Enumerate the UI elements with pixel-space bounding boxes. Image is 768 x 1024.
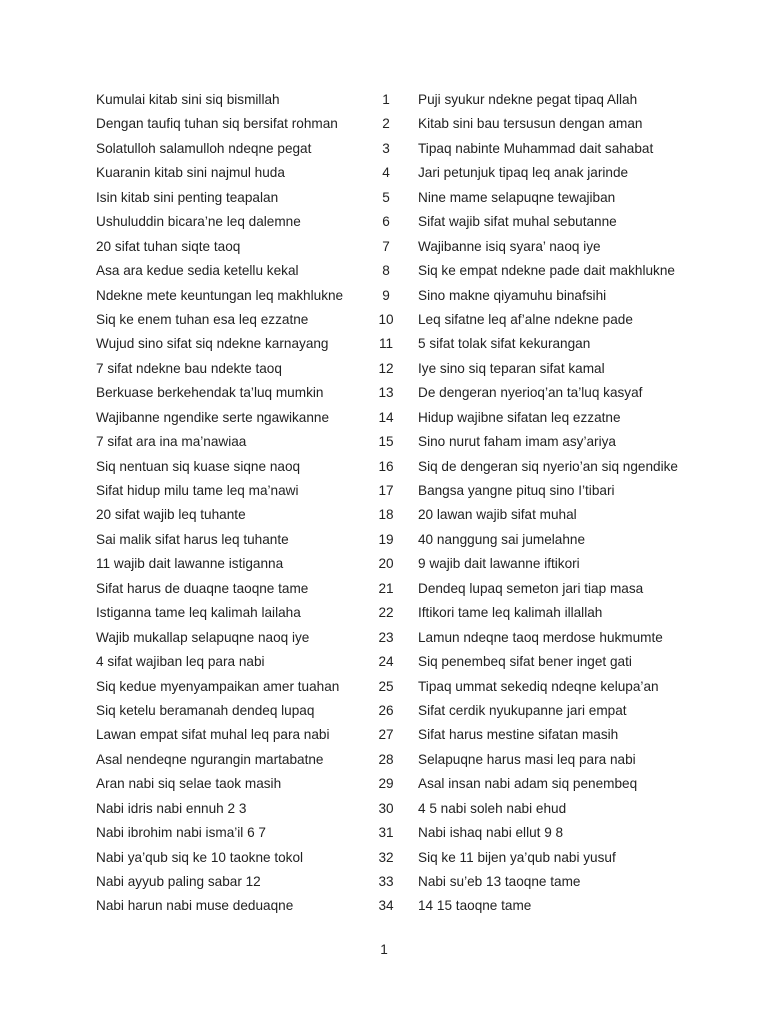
- verse-left-line: Dengan taufiq tuhan siq bersifat rohman: [96, 116, 338, 132]
- verse-right-line: Nabi ishaq nabi ellut 9 8: [418, 825, 564, 841]
- verse-right-line: Leq sifatne leq af’alne ndekne pade: [418, 311, 633, 327]
- verse-left-line: Wujud sino sifat siq ndekne karnayang: [96, 336, 329, 352]
- verse-left-line: Nabi ya’qub siq ke 10 taokne tokol: [96, 849, 304, 865]
- verse-left-line: Lawan empat sifat muhal leq para nabi: [96, 727, 330, 743]
- verse-row: [0, 723, 768, 747]
- verse-row: [0, 88, 768, 112]
- verse-right-line: Sifat wajib sifat muhal sebutanne: [418, 214, 617, 230]
- verse-row: [0, 748, 768, 772]
- verse-number: 18: [378, 507, 394, 523]
- verse-number: 4: [382, 165, 390, 181]
- verse-row: [0, 332, 768, 356]
- verse-number: 9: [382, 287, 390, 303]
- verse-left-line: Nabi ayyub paling sabar 12: [96, 874, 261, 889]
- verse-row: [0, 552, 768, 576]
- verse-list: [0, 88, 768, 919]
- verse-left-line: Sifat harus de duaqne taoqne tame: [96, 580, 309, 596]
- verse-number: 5: [382, 189, 390, 205]
- verse-right-line: 4 5 nabi soleh nabi ehud: [418, 800, 567, 816]
- verse-row: [0, 357, 768, 381]
- verse-left-line: Wajib mukallap selapuqne naoq iye: [96, 629, 310, 645]
- verse-left-line: Wajibanne ngendike serte ngawikanne: [96, 409, 330, 425]
- verse-left-line: Sifat hidup milu tame leq ma’nawi: [96, 483, 299, 498]
- verse-row: [0, 235, 768, 259]
- verse-row: [0, 797, 768, 821]
- verse-left-line: Ushuluddin bicara’ne leq dalemne: [96, 214, 301, 230]
- verse-row: [0, 406, 768, 430]
- verse-right-line: 5 sifat tolak sifat kekurangan: [418, 336, 591, 352]
- verse-right-line: 40 nanggung sai jumelahne: [418, 531, 586, 547]
- verse-number: 30: [378, 800, 394, 816]
- verse-row: [0, 846, 768, 870]
- verse-number: 10: [378, 311, 394, 327]
- verse-row: [0, 772, 768, 796]
- verse-row: [0, 210, 768, 234]
- verse-left-line: Berkuase berkehendak ta’luq mumkin: [96, 385, 324, 401]
- verse-row: [0, 381, 768, 405]
- verse-right-line: Jari petunjuk tipaq leq anak jarinde: [418, 165, 629, 181]
- verse-left-line: 4 sifat wajiban leq para nabi: [96, 654, 265, 670]
- verse-number: 22: [378, 605, 394, 621]
- verse-number: 1: [382, 92, 390, 107]
- verse-number: 33: [378, 874, 394, 889]
- verse-number: 26: [378, 702, 394, 718]
- verse-number: 14: [378, 409, 394, 425]
- verse-left-line: 11 wajib dait lawanne istiganna: [96, 556, 284, 572]
- verse-number: 20: [378, 556, 394, 572]
- verse-row: [0, 626, 768, 650]
- verse-right-line: Bangsa yangne pituq sino I’tibari: [418, 483, 615, 498]
- verse-number: 16: [378, 458, 394, 474]
- verse-left-line: Siq ke enem tuhan esa leq ezzatne: [96, 311, 309, 327]
- verse-number: 13: [378, 385, 394, 401]
- verse-row: [0, 161, 768, 185]
- verse-row: [0, 699, 768, 723]
- verse-row: [0, 284, 768, 308]
- verse-number: 27: [378, 727, 394, 743]
- verse-left-line: Nabi harun nabi muse deduaqne: [96, 898, 294, 914]
- verse-left-line: Asa ara kedue sedia ketellu kekal: [96, 263, 299, 279]
- verse-row: [0, 479, 768, 503]
- verse-left-line: 20 sifat wajib leq tuhante: [96, 507, 246, 523]
- verse-row: [0, 430, 768, 454]
- verse-number: 32: [378, 849, 394, 865]
- verse-left-line: Isin kitab sini penting teapalan: [96, 189, 279, 205]
- verse-left-line: 20 sifat tuhan siqte taoq: [96, 238, 241, 254]
- verse-left-line: Istiganna tame leq kalimah lailaha: [96, 605, 301, 621]
- verse-left-line: Siq nentuan siq kuase siqne naoq: [96, 458, 301, 474]
- verse-left-line: Nabi ibrohim nabi isma’il 6 7: [96, 825, 266, 841]
- verse-row: [0, 870, 768, 894]
- verse-row: [0, 577, 768, 601]
- verse-right-line: Selapuqne harus masi leq para nabi: [418, 751, 636, 767]
- verse-right-line: 14 15 taoqne tame: [418, 898, 532, 914]
- verse-number: 8: [382, 263, 390, 279]
- verse-right-line: Siq ke empat ndekne pade dait makhlukne: [418, 263, 675, 279]
- verse-right-line: De dengeran nyerioq’an ta’luq kasyaf: [418, 385, 643, 401]
- verse-row: [0, 186, 768, 210]
- verse-number: 34: [378, 898, 394, 914]
- verse-row: [0, 112, 768, 136]
- verse-right-line: 9 wajib dait lawanne iftikori: [418, 556, 580, 572]
- verse-right-line: Tipaq ummat sekediq ndeqne kelupa’an: [418, 678, 659, 694]
- verse-left-line: Siq kedue myenyampaikan amer tuahan: [96, 678, 340, 694]
- verse-number: 23: [378, 629, 394, 645]
- verse-left-line: 7 sifat ara ina ma’nawiaa: [96, 434, 247, 450]
- verse-right-line: Sino makne qiyamuhu binafsihi: [418, 287, 607, 303]
- verse-row: [0, 821, 768, 845]
- verse-left-line: Ndekne mete keuntungan leq makhlukne: [96, 287, 344, 303]
- verse-number: 19: [378, 531, 394, 547]
- verse-number: 7: [382, 238, 390, 254]
- verse-right-line: Sifat harus mestine sifatan masih: [418, 727, 619, 743]
- verse-right-line: Nabi su’eb 13 taoqne tame: [418, 874, 581, 889]
- verse-right-line: Iftikori tame leq kalimah illallah: [418, 605, 603, 621]
- verse-row: [0, 308, 768, 332]
- verse-left-line: Kumulai kitab sini siq bismillah: [96, 92, 280, 107]
- verse-row: [0, 894, 768, 918]
- verse-row: [0, 601, 768, 625]
- verse-number: 15: [378, 434, 394, 450]
- verse-left-line: Asal nendeqne ngurangin martabatne: [96, 751, 324, 767]
- verse-right-line: Tipaq nabinte Muhammad dait sahabat: [418, 140, 654, 156]
- verse-number: 24: [378, 654, 394, 670]
- verse-row: [0, 528, 768, 552]
- verse-right-line: Sifat cerdik nyukupanne jari empat: [418, 702, 627, 718]
- verse-right-line: Lamun ndeqne taoq merdose hukmumte: [418, 629, 663, 645]
- verse-row: [0, 455, 768, 479]
- verse-right-line: Wajibanne isiq syara’ naoq iye: [418, 238, 601, 254]
- verse-right-line: Iye sino siq teparan sifat kamal: [418, 360, 605, 376]
- verse-number: 28: [378, 751, 394, 767]
- verse-row: [0, 650, 768, 674]
- verse-left-line: 7 sifat ndekne bau ndekte taoq: [96, 360, 282, 376]
- verse-number: 11: [378, 336, 394, 352]
- verse-number: 2: [382, 116, 390, 132]
- verse-left-line: Nabi idris nabi ennuh 2 3: [96, 800, 247, 816]
- verse-number: 6: [382, 214, 390, 230]
- verse-left-line: Kuaranin kitab sini najmul huda: [96, 165, 285, 181]
- verse-left-line: Aran nabi siq selae taok masih: [96, 776, 282, 792]
- verse-left-line: Sai malik sifat harus leq tuhante: [96, 531, 289, 547]
- page-number: 1: [380, 942, 388, 957]
- verse-left-line: Siq ketelu beramanah dendeq lupaq: [96, 702, 315, 718]
- verse-number: 25: [378, 678, 394, 694]
- verse-right-line: Siq de dengeran siq nyerio’an siq ngendike: [418, 458, 678, 474]
- verse-right-line: Siq ke 11 bijen ya’qub nabi yusuf: [418, 849, 616, 865]
- verse-right-line: Kitab sini bau tersusun dengan aman: [418, 116, 643, 132]
- verse-number: 21: [378, 580, 394, 596]
- verse-row: [0, 675, 768, 699]
- verse-right-line: Siq penembeq sifat bener inget gati: [418, 654, 632, 670]
- verse-number: 29: [378, 776, 394, 792]
- verse-number: 31: [378, 825, 394, 841]
- verse-number: 17: [378, 483, 394, 498]
- verse-row: [0, 503, 768, 527]
- verse-right-line: Dendeq lupaq semeton jari tiap masa: [418, 580, 644, 596]
- verse-right-line: 20 lawan wajib sifat muhal: [418, 507, 577, 523]
- verse-number: 3: [382, 140, 390, 156]
- verse-right-line: Sino nurut faham imam asy’ariya: [418, 434, 616, 450]
- verse-number: 12: [378, 360, 394, 376]
- verse-right-line: Puji syukur ndekne pegat tipaq Allah: [418, 92, 638, 107]
- verse-right-line: Hidup wajibne sifatan leq ezzatne: [418, 409, 621, 425]
- verse-right-line: Asal insan nabi adam siq penembeq: [418, 776, 638, 792]
- verse-row: [0, 259, 768, 283]
- verse-right-line: Nine mame selapuqne tewajiban: [418, 189, 616, 205]
- verse-row: [0, 137, 768, 161]
- verse-left-line: Solatulloh salamulloh ndeqne pegat: [96, 140, 312, 156]
